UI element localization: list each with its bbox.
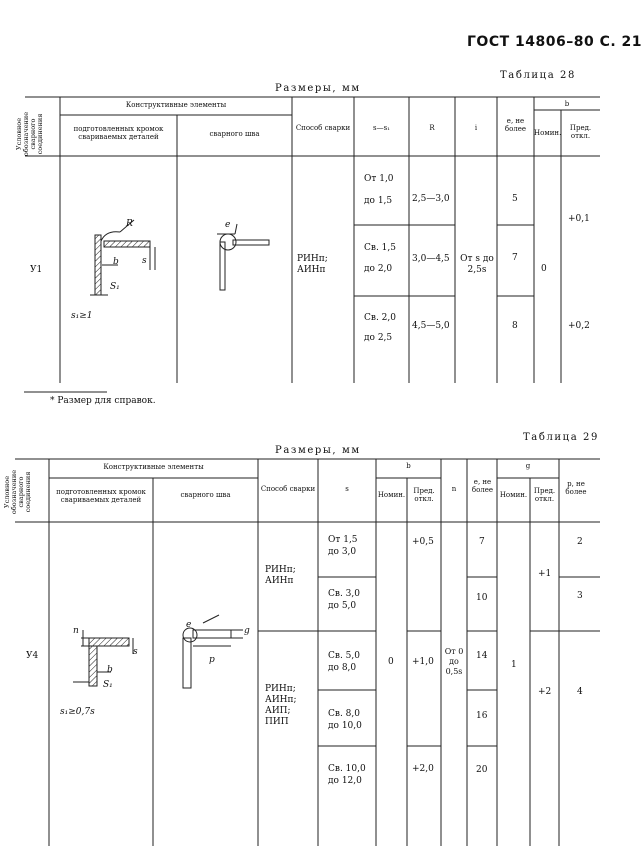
t29-method-2: РИНп; АИНп; АИП; ПИП	[265, 684, 297, 727]
t29-e-row2: 10	[476, 593, 488, 603]
t29-n: От 0 до 0,5s	[444, 647, 464, 676]
t28-i: От s до 2,5s	[460, 254, 494, 275]
t29-e-row3: 14	[476, 651, 488, 661]
t28-fig-note: s₁≥1	[71, 311, 93, 321]
t29-s-row4-b: до 10,0	[328, 721, 362, 731]
t28-s-row3-a: Св. 2,0	[364, 313, 396, 323]
t28-R-row3: 4,5—5,0	[412, 321, 450, 331]
table-28-caption: Размеры, мм	[275, 83, 361, 94]
t29-e-row4: 16	[476, 711, 488, 721]
table-29-caption: Размеры, мм	[275, 445, 361, 456]
t28-s-row3-b: до 2,5	[364, 333, 393, 343]
t29-header-b-dev: Пред. откл.	[413, 487, 435, 503]
t29-header-weld: сварного шва	[180, 491, 231, 499]
t29-s-row2-a: Св. 3,0	[328, 589, 360, 599]
t28-fig-label-s1: S₁	[110, 282, 120, 292]
t28-fig-label-R: R	[126, 219, 133, 229]
t28-header-weld: сварного шва	[209, 130, 260, 138]
t29-header-designation: Условное обозначение сварного соединения	[3, 469, 32, 515]
t29-fig-label-s1: S₁	[103, 680, 113, 690]
t28-fig-weld	[177, 210, 292, 300]
t29-fig-label-g: g	[244, 626, 250, 636]
t28-header-prepared: подготовленных кромок свариваемых деталей	[73, 125, 164, 141]
t29-header-method: Способ сварки	[260, 485, 316, 493]
t29-fig-label-s: s	[133, 647, 138, 657]
t28-header-method: Способ сварки	[295, 124, 351, 132]
t28-header-e: e, не более	[504, 117, 527, 133]
t29-header-g-dev: Пред. откл.	[533, 487, 556, 503]
t29-b-dev-2: +1,0	[412, 657, 434, 667]
t28-designation: У1	[30, 265, 43, 275]
t28-header-b-nom: Номин.	[534, 129, 562, 137]
t29-header-structural: Конструктивные элементы	[103, 463, 204, 471]
t29-p-2: 3	[577, 591, 583, 601]
t28-e-row3: 8	[512, 321, 518, 331]
t28-R-row2: 3,0—4,5	[412, 254, 450, 264]
t29-header-n: n	[451, 485, 457, 493]
t29-header-g-nom: Номин.	[499, 491, 528, 499]
t28-footnote: * Размер для справок.	[50, 396, 156, 406]
t28-header-b-dev: Пред. откл.	[569, 124, 592, 140]
table-28-title: Таблица 28	[500, 70, 576, 81]
t28-s-row2-b: до 2,0	[364, 264, 393, 274]
t28-b-nom: 0	[541, 264, 547, 274]
t29-g-dev-1: +1	[538, 569, 552, 579]
t29-s-row1-a: От 1,5	[328, 535, 358, 545]
t29-fig-note: s₁≥0,7s	[60, 707, 95, 717]
t29-b-dev-1: +0,5	[412, 537, 434, 547]
t28-fig-label-s: s	[142, 256, 147, 266]
t29-fig-label-b: b	[107, 665, 113, 675]
t28-header-designation: Условное обозначение сварного соединения	[15, 111, 44, 157]
t29-p-1: 2	[577, 537, 583, 547]
t28-fig-label-b: b	[113, 257, 119, 267]
page-header: ГОСТ 14806–80 С. 21	[467, 34, 642, 50]
t29-g-nom: 1	[511, 660, 517, 670]
t29-s-row5-a: Св. 10,0	[328, 764, 366, 774]
t29-header-p: p, не более	[565, 480, 587, 496]
t29-s-row5-b: до 12,0	[328, 776, 362, 786]
t28-R-row1: 2,5—3,0	[412, 194, 450, 204]
t29-header-prepared: подготовленных кромок свариваемых деталей	[56, 488, 146, 504]
t29-method-1: РИНп; АИНп	[265, 565, 296, 586]
t29-b-nom: 0	[388, 657, 394, 667]
t28-fig-label-e: e	[225, 220, 231, 230]
t29-b-dev-3: +2,0	[412, 764, 434, 774]
t28-b-dev-2: +0,2	[568, 321, 590, 331]
t29-s-row4-a: Св. 8,0	[328, 709, 360, 719]
t28-b-dev-1: +0,1	[568, 214, 590, 224]
t28-method: РИНп; АИНп	[297, 254, 328, 275]
t28-e-row2: 7	[512, 253, 518, 263]
t28-header-R: R	[429, 124, 435, 132]
t28-header-i: i	[474, 124, 478, 132]
t29-fig-label-n: n	[73, 626, 79, 636]
t29-e-row1: 7	[479, 537, 485, 547]
t28-header-structural: Конструктивные элементы	[125, 101, 227, 109]
t29-s-row3-a: Св. 5,0	[328, 651, 360, 661]
t29-e-row5: 20	[476, 765, 488, 775]
t28-e-row1: 5	[512, 194, 518, 204]
t28-s-row1-a: От 1,0	[364, 174, 394, 184]
t28-s-row1-b: до 1,5	[364, 196, 393, 206]
t28-s-row2-a: Св. 1,5	[364, 243, 396, 253]
t29-designation: У4	[26, 651, 39, 661]
t29-fig-label-p: p	[209, 655, 215, 665]
t29-s-row1-b: до 3,0	[328, 547, 357, 557]
t29-fig-weld	[153, 605, 258, 695]
t29-s-row2-b: до 5,0	[328, 601, 357, 611]
t29-s-row3-b: до 8,0	[328, 663, 357, 673]
t28-header-s-s1: s—s₁	[373, 124, 390, 132]
t29-header-g: g	[525, 462, 531, 470]
t29-header-b: b	[406, 462, 411, 470]
table-29-title: Таблица 29	[523, 432, 599, 443]
t28-header-b: b	[564, 100, 570, 108]
t29-header-s: s	[345, 485, 349, 493]
t29-header-b-nom: Номин.	[377, 491, 406, 499]
t29-g-dev-2: +2	[538, 687, 552, 697]
t29-p-3: 4	[577, 687, 583, 697]
t29-header-e: e, не более	[471, 478, 494, 494]
t29-fig-label-e: e	[186, 620, 192, 630]
